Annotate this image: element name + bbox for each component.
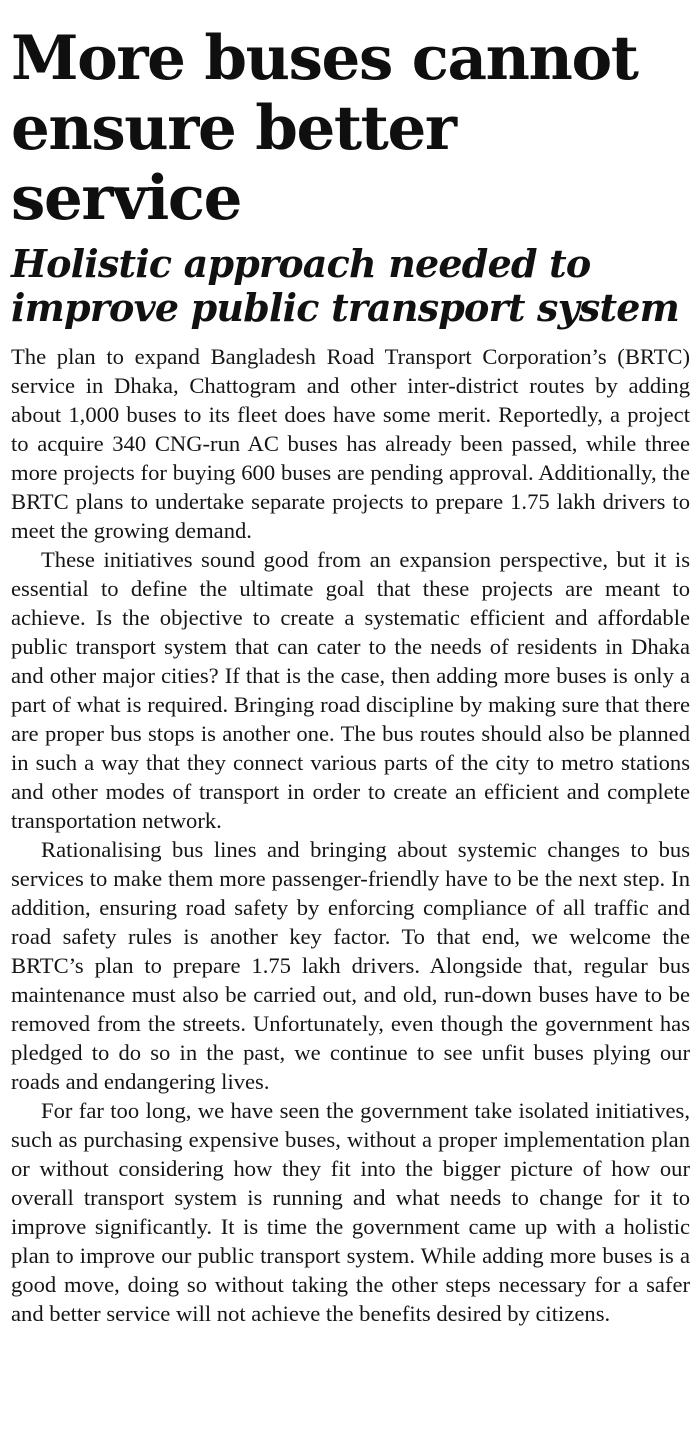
article-body (11, 342, 690, 1328)
subheadline: Holistic approach needed to improve public transport system (11, 241, 680, 330)
paragraph-3: Rationalising bus lines and bringing about systemic changes to bus services to make them more passenger-friendly have to be the next step. In addition, ensuring road safety by enforcing compliance of all traffic and road safety rules is another key factor. To that end, we welcome the BRTC’s plan to prepare 1.75 lakh drivers. Alongside that, regular bus maintenance must also be carried out, and old, run-down buses have to be removed from the streets. Unfortunately, even though the government has pledged to do so in the past, we continue to see unfit buses plying our roads and endangering lives. (11, 837, 690, 1094)
editorial-article (11, 24, 690, 1328)
headline: More buses cannot ensure better service (11, 23, 638, 234)
paragraph-2: These initiatives sound good from an expansion perspective, but it is essential to define the ultimate goal that these projects are meant to achieve. Is the objective to create a systematic efficient and affordable public transport system that can cater to the needs of residents in Dhaka and other major cities? If that is the case, then adding more buses is only a part of what is required. Bringing road discipline by making sure that there are proper bus stops is another one. The bus routes should also be planned in such a way that they connect various parts of the city to metro stations and other modes of transport in order to create an efficient and complete transportation network. (11, 547, 690, 833)
paragraph-4: For far too long, we have seen the government take isolated initiatives, such as purchasing expensive buses, without a proper implementation plan or without considering how they fit into the bigger picture of how our overall transport system is running and what needs to change for it to improve significantly. It is time the government came up with a holistic plan to improve our public transport system. While adding more buses is a good move, doing so without taking the other steps necessary for a safer and better service will not achieve the benefits desired by citizens. (11, 1098, 690, 1326)
paragraph-1: The plan to expand Bangladesh Road Transport Corporation’s (BRTC) service in Dhaka, Chattogram and other inter-district routes by adding about 1,000 buses to its fleet does have some merit. Reportedly, a project to acquire 340 CNG-run AC buses has already been passed, while three more projects for buying 600 buses are pending approval. Additionally, the BRTC plans to undertake separate projects to prepare 1.75 lakh drivers to meet the growing demand. (11, 344, 690, 543)
